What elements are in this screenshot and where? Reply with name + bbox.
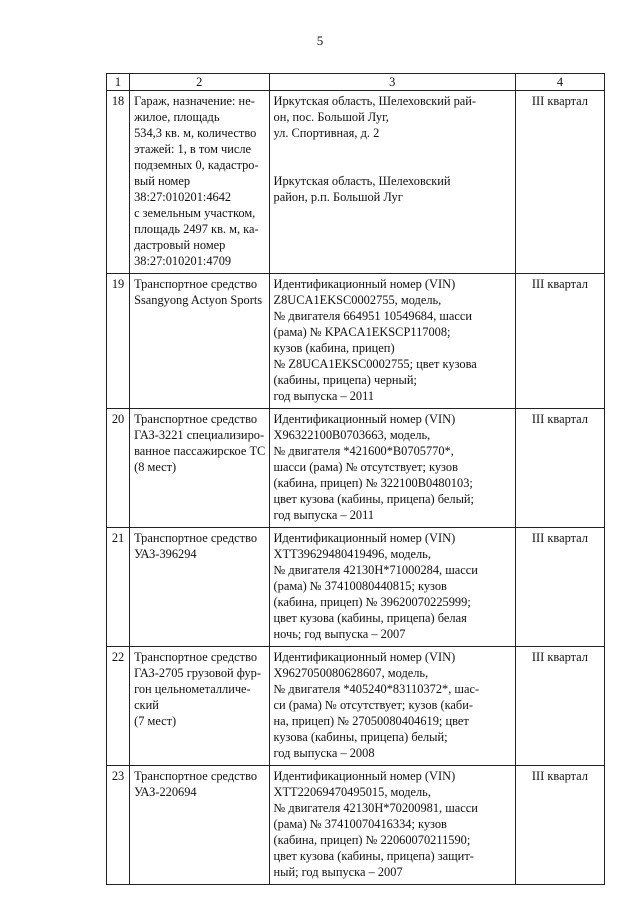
property-name-line: (7 мест) xyxy=(134,714,177,728)
property-details-line: Иркутская область, Шелеховский рай- xyxy=(273,94,477,108)
property-name-line: ванное пассажирское ТС xyxy=(134,444,266,458)
property-name-line: (8 мест) xyxy=(134,460,177,474)
property-details-line: си (рама) № отсутствует; кузов (каби- xyxy=(273,698,473,712)
property-details-cell xyxy=(269,91,515,274)
property-name-cell xyxy=(130,274,269,409)
property-name-line: Ssangyong Actyon Sports xyxy=(134,293,263,307)
property-name-line: ГАЗ-2705 грузовой фур- xyxy=(134,666,261,680)
table-row xyxy=(107,274,605,409)
property-details-line: ный; год выпуска – 2007 xyxy=(273,865,403,879)
property-details-line: год выпуска – 2011 xyxy=(273,508,375,522)
property-name-line: 38:27:010201:4642 xyxy=(134,190,232,204)
property-name-cell xyxy=(130,766,269,885)
property-details-line: (рама) № 37410080440815; кузов xyxy=(273,579,447,593)
property-name-cell xyxy=(130,528,269,647)
property-details-line: цвет кузова (кабины, прицепа) защит- xyxy=(273,849,474,863)
table-row xyxy=(107,91,605,274)
property-details-line: кузов (кабина, прицеп) xyxy=(273,341,395,355)
property-details-line: цвет кузова (кабины, прицепа) белая xyxy=(273,611,467,625)
property-name-cell xyxy=(130,409,269,528)
row-number: 22 xyxy=(107,647,130,766)
property-details-line: Идентификационный номер (VIN) xyxy=(273,531,456,545)
property-details-line: (кабины, прицепа) черный; xyxy=(273,373,417,387)
property-details-line: X96322100B0703663, модель, xyxy=(273,428,431,442)
property-name-line: Транспортное средство xyxy=(134,769,258,783)
sale-period-cell: III квартал xyxy=(515,274,604,409)
row-number: 19 xyxy=(107,274,130,409)
property-details-line: (рама) № KPACA1EKSCP117008; xyxy=(273,325,451,339)
property-details-cell xyxy=(269,409,515,528)
property-name-line: ский xyxy=(134,698,159,712)
property-name-line: вый номер xyxy=(134,174,191,188)
sale-period-cell: III квартал xyxy=(515,409,604,528)
property-details-line: № двигателя 42130H*70200981, шасси xyxy=(273,801,478,815)
column-header-3: 3 xyxy=(269,74,515,91)
row-number: 20 xyxy=(107,409,130,528)
property-name-line: Гараж, назначение: не- xyxy=(134,94,255,108)
table-row xyxy=(107,647,605,766)
property-details-cell xyxy=(269,274,515,409)
property-details-line: Идентификационный номер (VIN) xyxy=(273,650,456,664)
property-details-line: ул. Спортивная, д. 2 xyxy=(273,126,380,140)
property-details-line: шасси (рама) № отсутствует; кузов xyxy=(273,460,458,474)
property-name-line: УАЗ-396294 xyxy=(134,547,197,561)
property-details-line: цвет кузова (кабины, прицепа) белый; xyxy=(273,492,474,506)
column-header-4: 4 xyxy=(515,74,604,91)
property-details-line: X9627050080628607, модель, xyxy=(273,666,429,680)
property-name-line: 38:27:010201:4709 xyxy=(134,254,232,268)
property-details-line: Идентификационный номер (VIN) xyxy=(273,412,456,426)
property-details-line: № двигателя 42130H*71000284, шасси xyxy=(273,563,478,577)
property-details-line: год выпуска – 2011 xyxy=(273,389,375,403)
property-name-line: Транспортное средство xyxy=(134,277,258,291)
property-name-line: подземных 0, кадастро- xyxy=(134,158,259,172)
property-name-line: ГАЗ-3221 специализиро- xyxy=(134,428,265,442)
property-details-line: на, прицеп) № 27050080404619; цвет xyxy=(273,714,469,728)
property-details-line: год выпуска – 2008 xyxy=(273,746,375,760)
property-details-line: (кабина, прицеп) № 22060070211590; xyxy=(273,833,471,847)
property-details-line: кузова (кабины, прицепа) белый; xyxy=(273,730,448,744)
row-number: 23 xyxy=(107,766,130,885)
property-name-line: площадь 2497 кв. м, ка- xyxy=(134,222,259,236)
property-details-cell xyxy=(269,647,515,766)
land-plot-address-line: район, р.п. Большой Луг xyxy=(273,190,403,204)
property-details-cell xyxy=(269,766,515,885)
column-header-1: 1 xyxy=(107,74,130,91)
property-name-line: Транспортное средство xyxy=(134,412,258,426)
property-name-line: Транспортное средство xyxy=(134,650,258,664)
sale-period-cell: III квартал xyxy=(515,766,604,885)
land-plot-address-line: Иркутская область, Шелеховский xyxy=(273,174,451,188)
property-details-line: Идентификационный номер (VIN) xyxy=(273,277,456,291)
property-details-line: № Z8UCA1EKSC0002755; цвет кузова xyxy=(273,357,477,371)
property-details-line: № двигателя *421600*B0705770*, xyxy=(273,444,454,458)
property-details-line: XTT39629480419496, модель, xyxy=(273,547,431,561)
property-details-line: ночь; год выпуска – 2007 xyxy=(273,627,406,641)
spacer xyxy=(274,141,511,173)
property-table xyxy=(106,73,605,885)
property-name-line: этажей: 1, в том числе xyxy=(134,142,252,156)
page-number: 5 xyxy=(316,33,324,48)
property-name-line: УАЗ-220694 xyxy=(134,785,197,799)
property-details-cell xyxy=(269,528,515,647)
property-name-line: Транспортное средство xyxy=(134,531,258,545)
property-details-line: (кабина, прицеп) № 322100B0480103; xyxy=(273,476,473,490)
property-name-line: с земельным участком, xyxy=(134,206,256,220)
property-name-line: жилое, площадь xyxy=(134,110,220,124)
sale-period-cell: III квартал xyxy=(515,528,604,647)
row-number: 18 xyxy=(107,91,130,274)
sale-period-cell: III квартал xyxy=(515,647,604,766)
property-details-line: он, пос. Большой Луг, xyxy=(273,110,389,124)
row-number: 21 xyxy=(107,528,130,647)
property-name-line: 534,3 кв. м, количество xyxy=(134,126,257,140)
table-row xyxy=(107,528,605,647)
table-header-row xyxy=(107,74,605,91)
table-row xyxy=(107,409,605,528)
property-details-line: Z8UCA1EKSC0002755, модель, xyxy=(273,293,442,307)
property-name-cell xyxy=(130,647,269,766)
property-details-line: Идентификационный номер (VIN) xyxy=(273,769,456,783)
column-header-2: 2 xyxy=(130,74,269,91)
property-details-line: (кабина, прицеп) № 39620070225999; xyxy=(273,595,471,609)
property-details-line: XTT22069470495015, модель, xyxy=(273,785,431,799)
sale-period-cell: III квартал xyxy=(515,91,604,274)
property-name-cell xyxy=(130,91,269,274)
property-name-line: дастровый номер xyxy=(134,238,226,252)
property-details-line: № двигателя 664951 10549684, шасси xyxy=(273,309,473,323)
property-details-line: № двигателя *405240*83110372*, шас- xyxy=(273,682,480,696)
table-row xyxy=(107,766,605,885)
property-details-line: (рама) № 37410070416334; кузов xyxy=(273,817,447,831)
property-name-line: гон цельнометалличе- xyxy=(134,682,251,696)
